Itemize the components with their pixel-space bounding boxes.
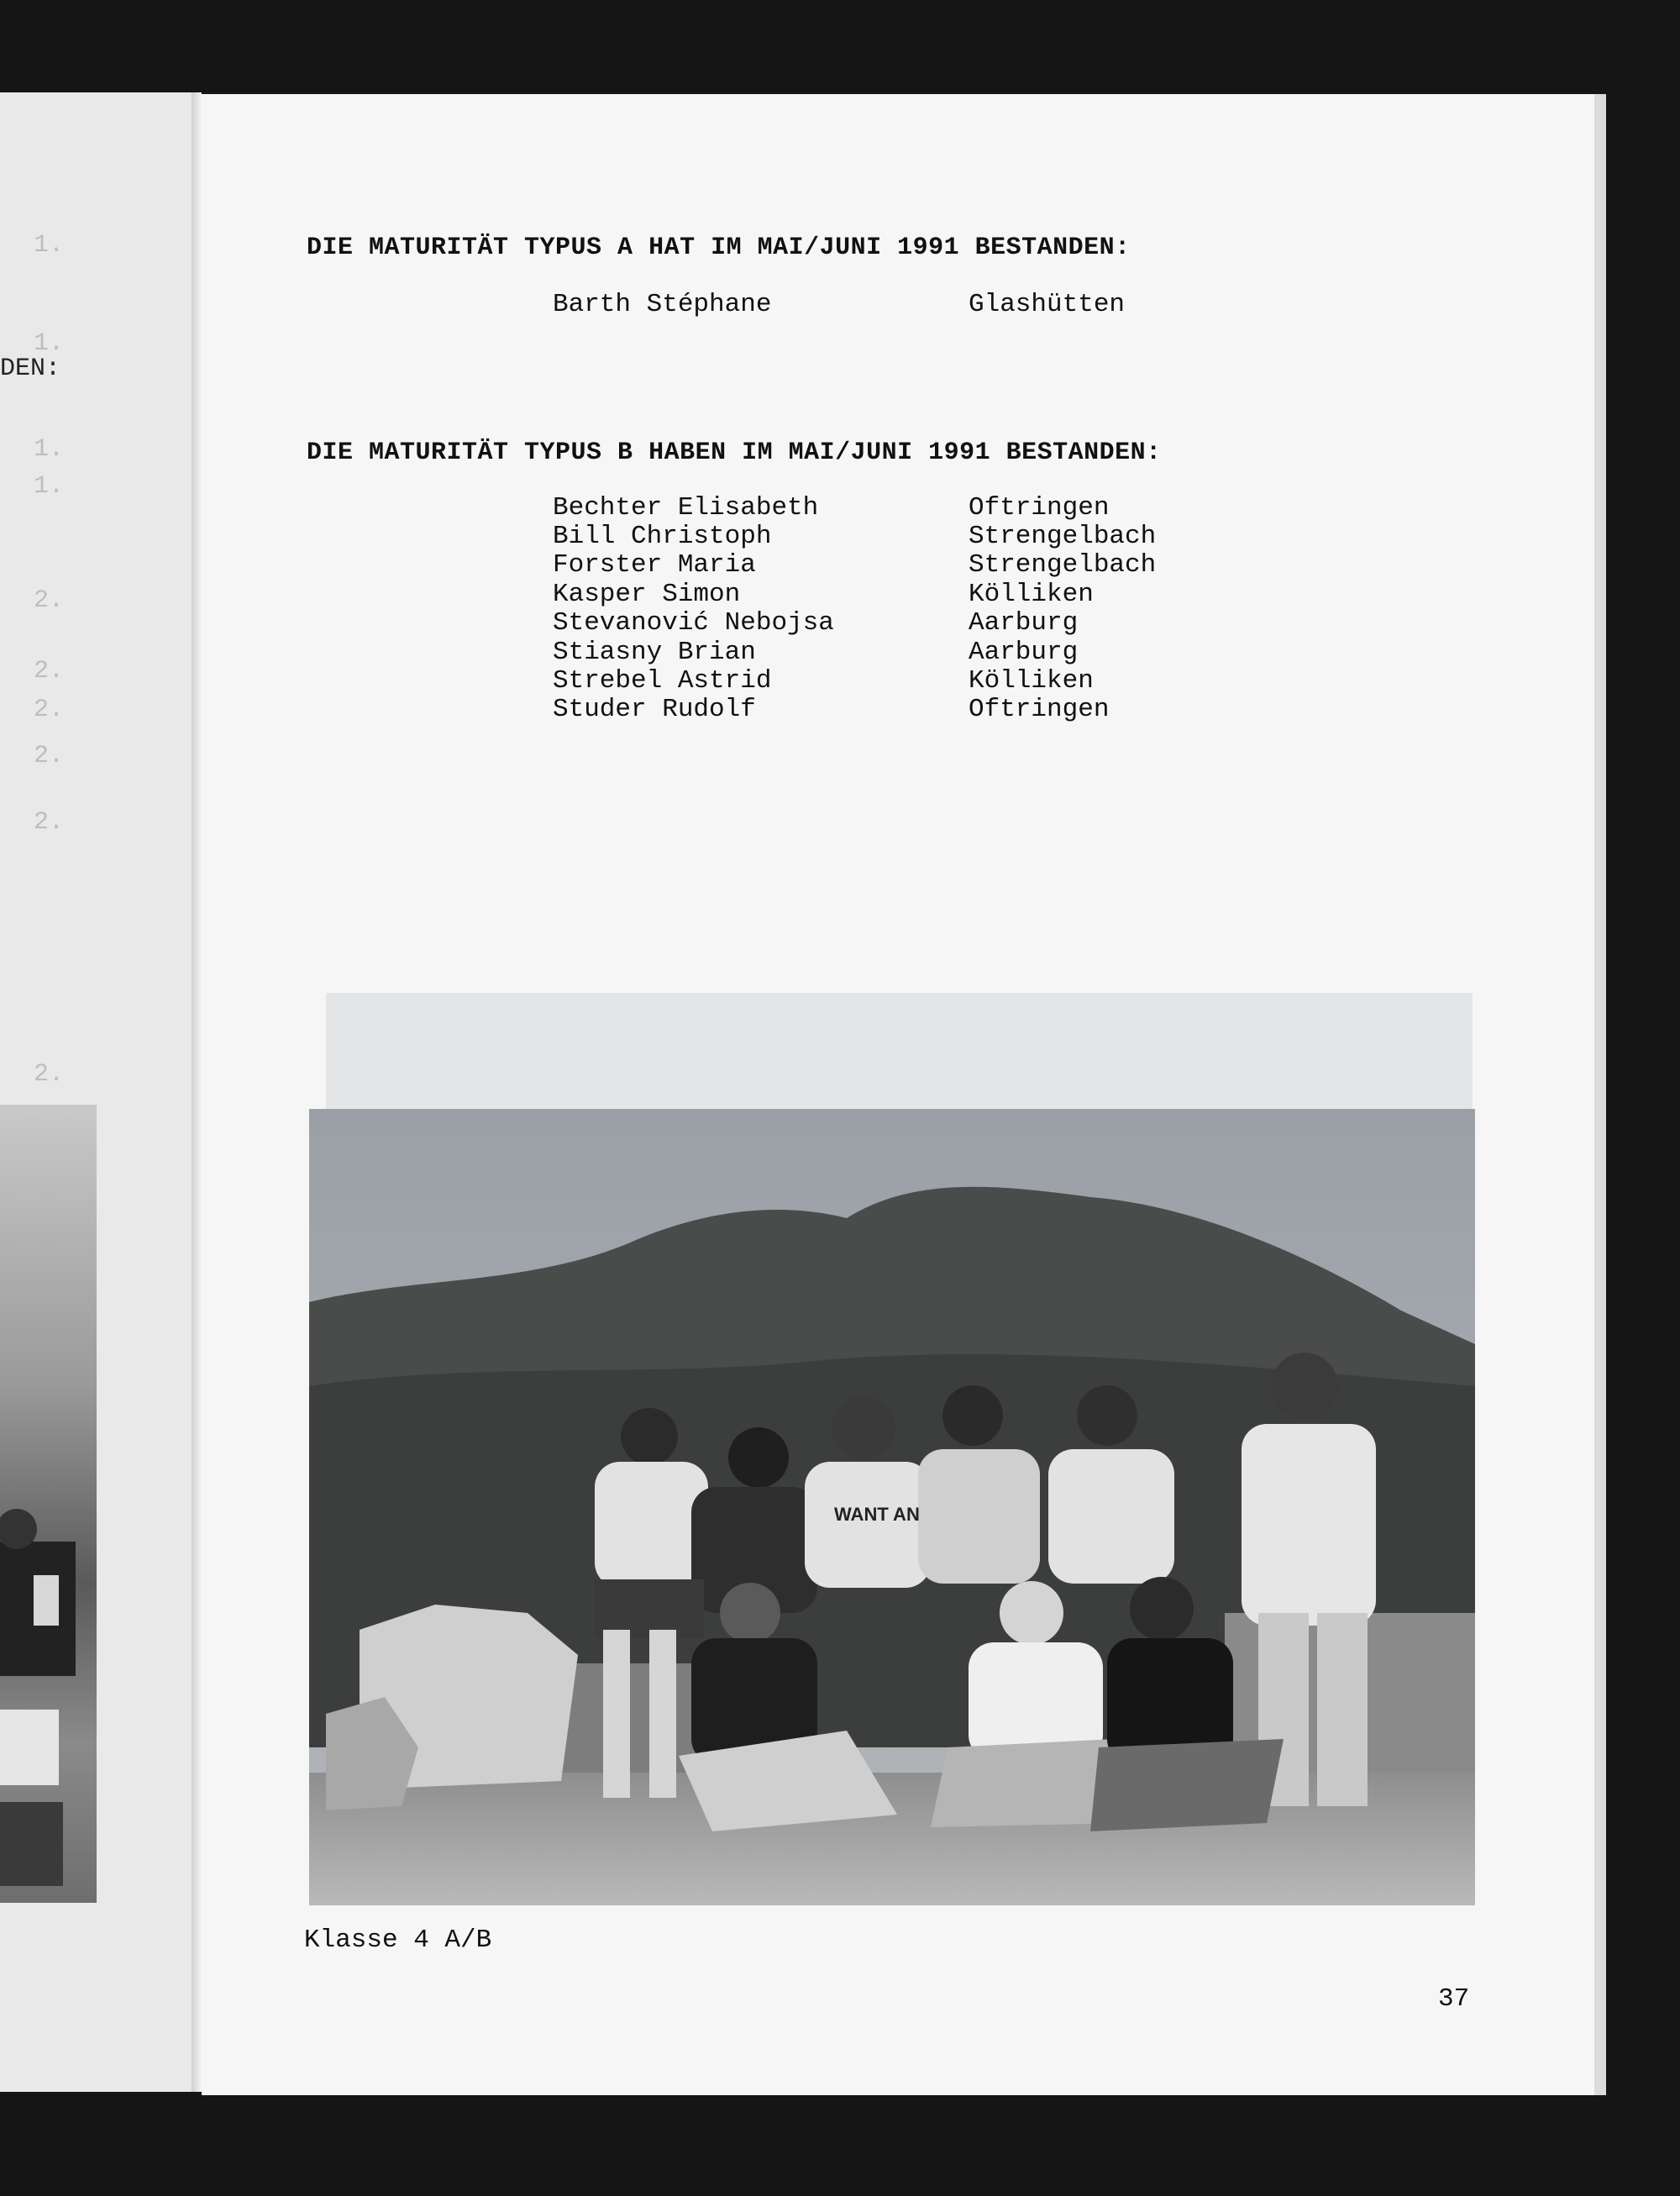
- student-town: Kölliken: [969, 666, 1094, 696]
- heading-typus-a: DIE MATURITÄT TYPUS A HAT IM MAI/JUNI 1991 BESTANDEN:: [307, 234, 1131, 262]
- photo-caption: Klasse 4 A/B: [304, 1925, 492, 1955]
- student-town: Strengelbach: [969, 522, 1157, 551]
- bleed-number: 2.: [34, 808, 65, 837]
- student-town: Kölliken: [969, 580, 1094, 609]
- left-photo-figure: [0, 1105, 97, 1903]
- bleed-number: 1.: [34, 472, 65, 501]
- bleed-number: 2.: [34, 742, 65, 770]
- class-photo: [309, 1109, 1475, 1905]
- student-name: Barth Stéphane: [553, 290, 772, 319]
- student-town: Aarburg: [969, 608, 1079, 638]
- bleed-number: 1.: [34, 231, 65, 260]
- student-town: Oftringen: [969, 695, 1110, 724]
- student-name: Studer Rudolf: [553, 695, 756, 724]
- student-town: Strengelbach: [969, 550, 1157, 580]
- bleed-number: 2.: [34, 696, 65, 724]
- student-name: Strebel Astrid: [553, 666, 772, 696]
- shirt-sign-text: WANT AN: [834, 1504, 920, 1525]
- page-number: 37: [1438, 1984, 1470, 2014]
- bleed-number: 1.: [34, 329, 65, 358]
- student-town: Oftringen: [969, 493, 1110, 523]
- student-name: Bill Christoph: [553, 522, 772, 551]
- student-town: Aarburg: [969, 638, 1079, 667]
- left-page: [0, 92, 192, 2092]
- page-edge: [1594, 94, 1606, 2095]
- photo-upper-band: [326, 993, 1473, 1111]
- class-photo-scene: [309, 1109, 1475, 1905]
- student-name: Stevanović Nebojsa: [553, 608, 834, 638]
- student-town: Glashütten: [969, 290, 1126, 319]
- bleed-number: 2.: [34, 657, 65, 686]
- student-name: Forster Maria: [553, 550, 756, 580]
- left-page-photo: [0, 1105, 97, 1903]
- bleed-number: 2.: [34, 586, 65, 615]
- student-name: Kasper Simon: [553, 580, 741, 609]
- bleed-number: 2.: [34, 1060, 65, 1089]
- bleed-number: 1.: [34, 435, 65, 464]
- book-gutter: [192, 92, 202, 2092]
- student-name: Stiasny Brian: [553, 638, 756, 667]
- heading-typus-b: DIE MATURITÄT TYPUS B HABEN IM MAI/JUNI 1991 BESTANDEN:: [307, 439, 1162, 467]
- left-page-fragment: DEN:: [0, 355, 61, 383]
- student-name: Bechter Elisabeth: [553, 493, 819, 523]
